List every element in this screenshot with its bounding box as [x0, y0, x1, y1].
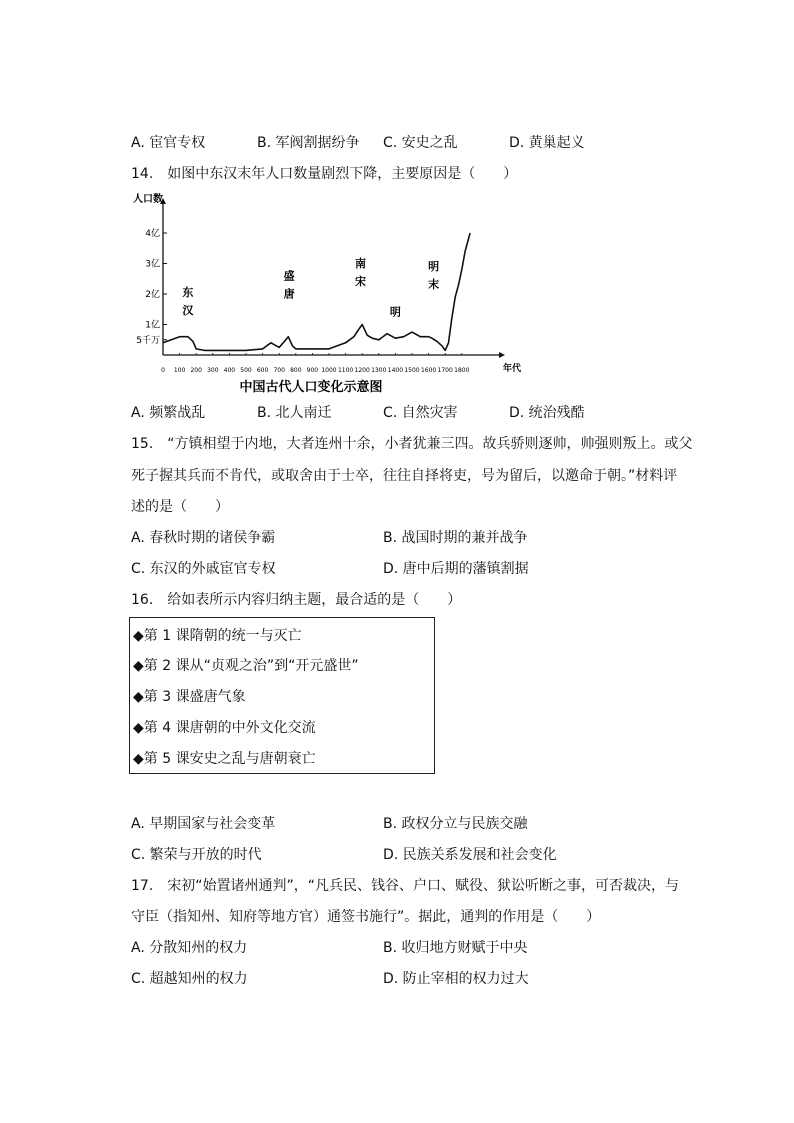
annotation-label: 盛 — [283, 269, 295, 283]
annotation-label: 唐 — [283, 287, 295, 301]
x-tick-label: 900 — [306, 367, 319, 374]
q14-option-a: A. 频繁战乱 — [131, 405, 206, 421]
x-tick-label: 1300 — [371, 367, 387, 374]
q17-stem-line1: 17. 宋初“始置诸州通判”，“凡兵民、钱谷、户口、赋役、狱讼听断之事，可否裁决，与 — [131, 878, 680, 894]
x-tick-label: 200 — [190, 367, 202, 374]
q15-option-d: D. 唐中后期的藩镇割据 — [383, 561, 529, 577]
table-row: ◆第 2 课从“贞观之治”到“开元盛世” — [133, 658, 359, 674]
population-line — [163, 233, 470, 350]
x-tick-label: 500 — [240, 367, 252, 374]
q15-option-a: A. 春秋时期的诸侯争霸 — [131, 530, 276, 546]
q13-option-d: D. 黄巢起义 — [509, 135, 585, 151]
table-row: ◆第 5 课安史之乱与唐朝衰亡 — [133, 751, 316, 767]
x-tick-label: 300 — [207, 367, 219, 374]
annotation-label: 东 — [182, 286, 194, 300]
q16-option-d: D. 民族关系发展和社会变化 — [383, 847, 557, 863]
chart-title: 中国古代人口变化示意图 — [239, 380, 383, 395]
q15-stem-line3: 述的是（ ） — [131, 499, 229, 515]
annotation-label: 宋 — [355, 275, 367, 289]
annotation-label: 明 — [389, 305, 401, 319]
x-axis-label: 年代 — [503, 364, 522, 374]
annotation-label: 明 — [428, 260, 440, 274]
q17-option-d: D. 防止宰相的权力过大 — [383, 971, 529, 987]
q15-stem-line2: 死子握其兵而不肯代，或取舍由于士卒，往往自择将吏，号为留后，以邀命于朝。”材料评 — [131, 468, 678, 484]
q16-option-a: A. 早期国家与社会变革 — [131, 816, 276, 832]
q15-option-c: C. 东汉的外戚宦官专权 — [131, 561, 276, 577]
chart-series — [163, 233, 470, 350]
y-tick-label: 1亿 — [145, 320, 160, 331]
q13-option-b: B. 军阀割据纷争 — [257, 135, 360, 151]
q17-stem-line2: 守臣（指知州、知府等地方官）通签书施行”。据此，通判的作用是（ ） — [131, 909, 601, 925]
y-tick-label: 3亿 — [145, 259, 160, 270]
x-tick-label: 1800 — [454, 367, 470, 374]
q13-option-c: C. 安史之乱 — [383, 135, 458, 151]
q15-option-b: B. 战国时期的兼并战争 — [383, 530, 528, 546]
q16-stem: 16. 给如表所示内容归纳主题，最合适的是（ ） — [131, 592, 462, 608]
q16-option-c: C. 繁荣与开放的时代 — [131, 847, 262, 863]
q14-option-d: D. 统治残酷 — [509, 405, 585, 421]
q14-stem: 14. 如图中东汉末年人口数量剧烈下降，主要原因是（ ） — [131, 166, 518, 182]
table-row: ◆第 1 课隋朝的统一与灭亡 — [133, 628, 302, 644]
q14-option-c: C. 自然灾害 — [383, 405, 458, 421]
y-tick-label: 4亿 — [145, 229, 160, 239]
x-tick-label: 700 — [273, 367, 285, 374]
x-tick-label: 100 — [173, 367, 186, 374]
q16-content-table — [129, 617, 435, 774]
q14-option-b: B. 北人南迁 — [257, 405, 332, 421]
table-row: ◆第 4 课唐朝的中外文化交流 — [133, 720, 316, 736]
annotation-label: 汉 — [182, 304, 194, 318]
y-tick-label: 2亿 — [145, 290, 160, 300]
x-tick-label: 0 — [161, 367, 165, 374]
x-axis-arrow — [499, 352, 505, 358]
x-tick-label: 800 — [290, 367, 302, 374]
x-tick-label: 400 — [223, 367, 236, 374]
chart-annotations — [182, 256, 439, 319]
q17-option-c: C. 超越知州的权力 — [131, 971, 248, 987]
q13-option-a: A. 宦官专权 — [131, 135, 206, 151]
x-tick-label: 600 — [256, 367, 269, 374]
q17-option-a: A. 分散知州的权力 — [131, 940, 248, 956]
chart-axes — [160, 198, 505, 358]
x-tick-label: 1100 — [337, 367, 354, 374]
annotation-label: 末 — [428, 278, 440, 292]
table-row: ◆第 3 课盛唐气象 — [133, 689, 246, 705]
y-tick-label: 5千万 — [136, 335, 160, 346]
population-chart — [129, 190, 524, 400]
y-axis-label: 人口数 — [133, 194, 163, 205]
x-tick-label: 1500 — [404, 367, 420, 374]
annotation-label: 南 — [355, 257, 367, 271]
x-tick-label: 1700 — [437, 367, 453, 374]
x-tick-label: 1000 — [321, 367, 337, 374]
q17-option-b: B. 收归地方财赋于中央 — [383, 940, 528, 956]
q16-option-b: B. 政权分立与民族交融 — [383, 816, 528, 832]
x-tick-label: 1400 — [387, 367, 404, 374]
q15-stem-line1: 15. “方镇相望于内地，大者连州十余，小者犹兼三四。故兵骄则逐帅，帅强则叛上。或父 — [131, 436, 693, 452]
x-tick-label: 1600 — [420, 367, 437, 374]
x-tick-label: 1200 — [354, 367, 370, 374]
